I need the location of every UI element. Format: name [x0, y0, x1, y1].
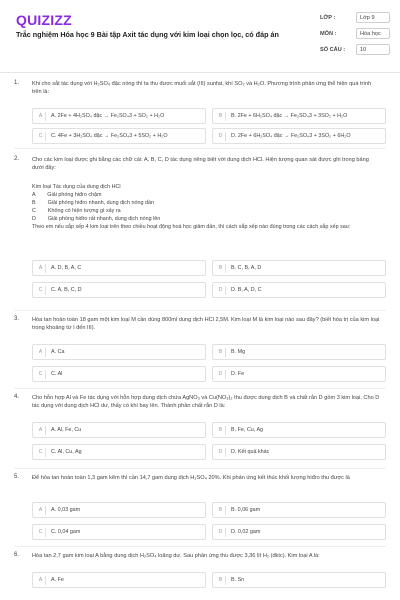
option-b[interactable]: [212, 572, 386, 588]
question-number: 3.: [14, 316, 20, 322]
option-letter: A: [36, 576, 46, 585]
meta-label: MÔN :: [320, 31, 337, 37]
option-c[interactable]: [32, 444, 206, 460]
meta-label: SỐ CÂU :: [320, 47, 346, 53]
option-text: D. Kết quả khác: [231, 449, 270, 455]
table-row: B Giải phóng hiđro nhanh, dung dịch nóng dần: [32, 200, 154, 206]
option-b[interactable]: [212, 344, 386, 360]
meta-grade-value: Lớp 9: [356, 12, 390, 23]
option-a[interactable]: [32, 260, 206, 276]
option-c[interactable]: [32, 128, 206, 144]
question-text: Khi cho sắt tác dụng với H₂SO₄ đặc nóng thì ta thu được muối sắt (III) sunfat, khí SO₂ và H₂O. Phương trình phản ứng thể hiện quá trình trên là:: [32, 81, 372, 95]
question-divider: [14, 388, 386, 389]
option-letter: A: [36, 112, 46, 121]
option-b[interactable]: [212, 502, 386, 518]
option-text: B. Fe, Cu, Ag: [231, 427, 264, 433]
question-3: [14, 316, 386, 386]
option-d[interactable]: [212, 366, 386, 382]
question-divider: [14, 148, 386, 149]
option-text: B. Mg: [231, 349, 246, 355]
option-letter: C: [36, 286, 46, 295]
option-a[interactable]: [32, 572, 206, 588]
option-letter: B: [216, 506, 226, 515]
question-number: 1.: [14, 80, 20, 86]
question-6: [14, 552, 386, 598]
option-text: A. 0,03 gam: [51, 507, 81, 513]
option-text: D. 0,02 gam: [231, 529, 261, 535]
question-number: 4.: [14, 394, 20, 400]
option-d[interactable]: [212, 444, 386, 460]
option-text: A. Ca: [51, 349, 65, 355]
option-c[interactable]: [32, 524, 206, 540]
option-text: A. Al, Fe, Cu: [51, 427, 82, 433]
question-divider: [14, 310, 386, 311]
option-letter: A: [36, 426, 46, 435]
table-row: C Không có hiện tượng gì xảy ra: [32, 208, 121, 214]
option-text: C. 0,04 gam: [51, 529, 81, 535]
option-text: D. 2Fe + 6H₂SO₄ đặc → Fe₂SO₄3 + 3SO₂ + 6H₂O: [231, 133, 351, 139]
option-b[interactable]: [212, 108, 386, 124]
option-letter: B: [216, 426, 226, 435]
question-2: [14, 156, 386, 306]
question-text: Hòa tan 2,7 gam kim loại A bằng dung dịch H₂SO₄ loãng dư. Sau phản ứng thu được 3,36 lít H₂ (đktc). Kim loại A là:: [32, 553, 320, 559]
option-letter: C: [36, 448, 46, 457]
option-d[interactable]: [212, 524, 386, 540]
option-b[interactable]: [212, 422, 386, 438]
meta-label: LỚP :: [320, 15, 336, 21]
question-text: Cho các kim loại được ghi bằng các chữ cái: A, B, C, D tác dụng riêng biệt với dung dịch HCl. Hiện tượng quan sát được ghi trong bảng dưới đây:: [32, 157, 369, 171]
option-letter: C: [36, 528, 46, 537]
question-text: Để hòa tan hoàn toàn 1,3 gam kẽm thì cần 14,7 gam dung dịch H₂SO₄ 20%. Khi phản ứng kết thúc khối lượng hiđro thu được là: [32, 475, 350, 481]
option-letter: C: [36, 370, 46, 379]
meta-count-value: 10: [356, 44, 390, 55]
meta-grade-row: [320, 10, 390, 26]
question-4: [14, 394, 386, 469]
question-5: [14, 474, 386, 544]
option-text: C. A, B, C, D: [51, 287, 82, 293]
option-text: D. Fe: [231, 371, 245, 377]
question-1: [14, 80, 386, 140]
option-text: C. 4Fe + 3H₂SO₄ đặc → Fe₂SO₄3 + 5SO₂ + H₂O: [51, 133, 168, 139]
table-row: D Giải phóng hiđro rất nhanh, dung dịch nóng lên: [32, 216, 161, 222]
question-number: 5.: [14, 474, 20, 480]
page-title: Trắc nghiệm Hóa học 9 Bài tập Axit tác dụng với kim loại chọn lọc, có đáp án: [16, 30, 279, 39]
question-number: 2.: [14, 156, 20, 162]
option-c[interactable]: [32, 366, 206, 382]
option-text: A. D, B, A, C: [51, 265, 82, 271]
question-text: Hòa tan hoàn toàn 18 gam một kim loại M cần dùng 800ml dung dịch HCl 2,5M. Kim loại M là kim loại nào sau đây? (biết hóa trị của kim loại trong khoảng từ I đến III).: [32, 317, 380, 331]
option-text: C. Al, Cu, Ag: [51, 449, 82, 455]
question-text: Cho hỗn hợp Al và Fe tác dụng với hỗn hợp dung dịch chứa AgNO₃ và Cu(NO₃)₂ thu được dung dịch B và chất rắn D gồm 3 kim loại. Cho D tác dụng với dung dịch HCl dư, thấy có khí bay lên. Thành phần chất rắn D là:: [32, 395, 380, 409]
option-letter: D: [216, 448, 226, 457]
option-text: A. 2Fe + 4H₂SO₄ đặc → Fe₂SO₄3 + SO₂ + H₂O: [51, 113, 165, 119]
option-letter: D: [216, 528, 226, 537]
meta-subject-row: [320, 26, 390, 42]
question-subtext: Theo em nếu sắp xếp 4 kim loại trên theo chiều hoạt động hoá học giảm dần, thì cách sắp xếp nào đúng trong các cách sắp xếp sau:: [32, 224, 351, 230]
meta-subject-value: Hóa học: [356, 28, 390, 39]
table-row: A Giải phóng hiđro chậm: [32, 192, 102, 198]
option-a[interactable]: [32, 108, 206, 124]
meta-count-row: [320, 42, 390, 58]
option-text: D. B, A, D, C: [231, 287, 262, 293]
option-letter: D: [216, 286, 226, 295]
option-text: B. Sn: [231, 577, 245, 583]
question-divider: [14, 468, 386, 469]
option-b[interactable]: [212, 260, 386, 276]
question-number: 6.: [14, 552, 20, 558]
option-text: B. 2Fe + 6H₂SO₄ đặc → Fe₂SO₄3 + 3SO₂ + H₂O: [231, 113, 348, 119]
option-text: B. C, B, A, D: [231, 265, 262, 271]
header-divider: [0, 72, 400, 73]
question-divider: [14, 546, 386, 547]
option-letter: A: [36, 348, 46, 357]
option-text: C. Al: [51, 371, 63, 377]
option-letter: B: [216, 348, 226, 357]
page-header: [0, 0, 400, 68]
option-d[interactable]: [212, 128, 386, 144]
option-c[interactable]: [32, 282, 206, 298]
option-letter: B: [216, 112, 226, 121]
option-a[interactable]: [32, 422, 206, 438]
option-a[interactable]: [32, 344, 206, 360]
option-letter: A: [36, 264, 46, 273]
option-letter: D: [216, 132, 226, 141]
option-letter: C: [36, 132, 46, 141]
option-text: B. 0,06 gam: [231, 507, 261, 513]
option-letter: B: [216, 576, 226, 585]
option-d[interactable]: [212, 282, 386, 298]
option-letter: D: [216, 370, 226, 379]
meta-panel: [320, 10, 390, 58]
option-a[interactable]: [32, 502, 206, 518]
quizizz-logo: QUIZIZZ: [16, 12, 72, 28]
option-text: A. Fe: [51, 577, 64, 583]
option-letter: A: [36, 506, 46, 515]
option-letter: B: [216, 264, 226, 273]
table-row: Kim loại Tác dụng của dung dịch HCl: [32, 184, 121, 190]
